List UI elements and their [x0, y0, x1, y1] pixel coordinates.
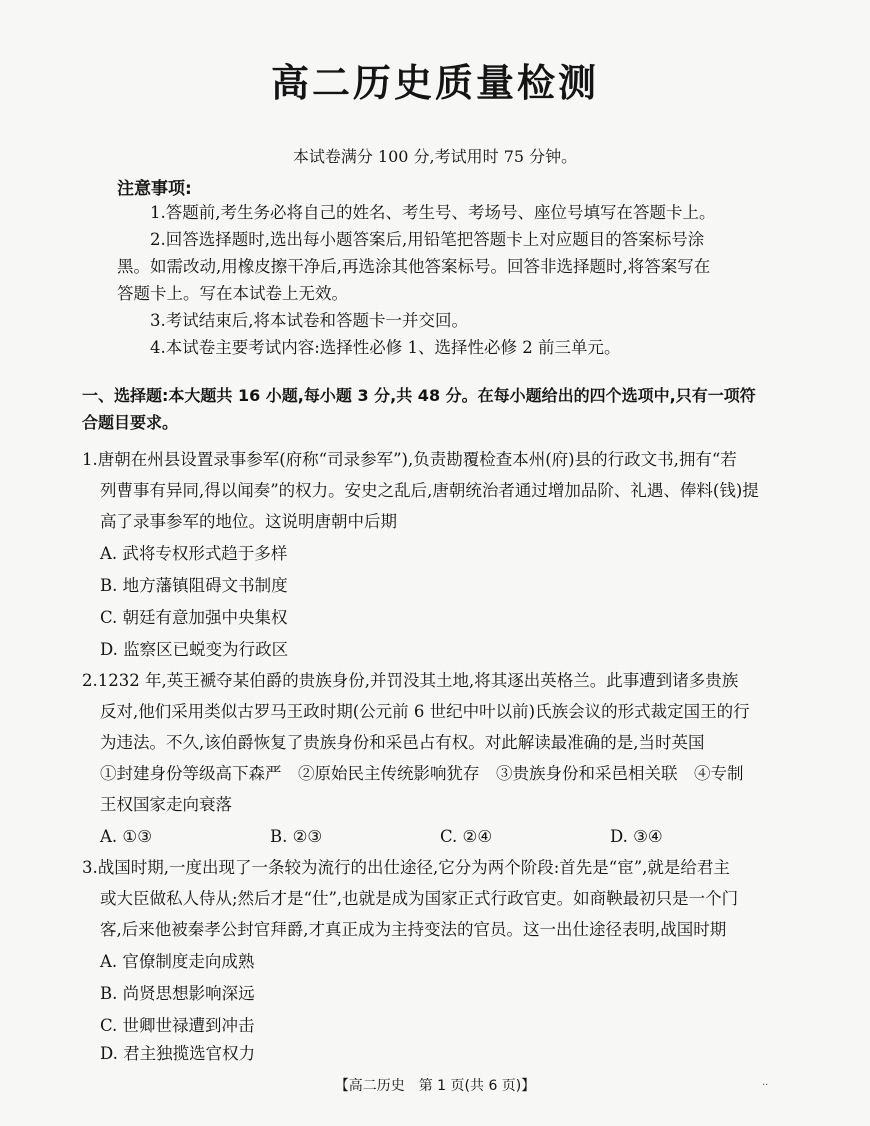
question-3-option-b: B. 尚贤思想影响深远	[100, 984, 255, 1003]
question-2-stem: 2.1232 年,英王褫夺某伯爵的贵族身份,并罚没其土地,将其逐出英格兰。此事遭到诸多贵族	[82, 671, 739, 690]
notice-line: 1.答题前,考生务必将自己的姓名、考生号、考场号、座位号填写在答题卡上。	[150, 203, 716, 222]
question-2-option-a: A. ①③	[100, 827, 152, 846]
notice-line: 黑。如需改动,用橡皮擦干净后,再选涂其他答案标号。回答非选择题时,将答案写在	[117, 257, 711, 276]
page-footer: 【高二历史 第 1 页(共 6 页)】	[334, 1078, 536, 1094]
question-1-option-c: C. 朝廷有意加强中央集权	[100, 608, 288, 627]
question-1-option-a: A. 武将专权形式趋于多样	[100, 544, 288, 563]
question-2-stem: 为违法。不久,该伯爵恢复了贵族身份和采邑占有权。对此解读最准确的是,当时英国	[100, 733, 705, 752]
question-3-stem: 或大臣做私人侍从;然后才是“仕”,也就是成为国家正式行政官吏。如商鞅最初只是一个门	[100, 889, 739, 908]
question-1-stem: 高了录事参军的地位。这说明唐朝中后期	[100, 512, 397, 531]
footer-mark: ··	[762, 1080, 769, 1091]
question-2-statements: ①封建身份等级高下森严 ②原始民主传统影响犹存 ③贵族身份和采邑相关联 ④专制	[100, 764, 744, 783]
question-2-option-d: D. ③④	[610, 827, 663, 846]
question-3-option-a: A. 官僚制度走向成熟	[100, 952, 255, 971]
section-heading: 一、选择题:本大题共 16 小题,每小题 3 分,共 48 分。在每小题给出的四个选项中,只有一项符	[82, 386, 756, 405]
question-1-option-d: D. 监察区已蜕变为行政区	[100, 640, 289, 659]
notice-line: 2.回答选择题时,选出每小题答案后,用铅笔把答题卡上对应题目的答案标号涂	[150, 230, 705, 249]
question-1-stem: 1.唐朝在州县设置录事参军(府称“司录参军”),负责勘覆检查本州(府)县的行政文书,拥有“若	[82, 450, 737, 469]
question-3-stem: 客,后来他被秦孝公封官拜爵,才真正成为主持变法的官员。这一出仕途径表明,战国时期	[100, 920, 727, 939]
exam-intro: 本试卷满分 100 分,考试用时 75 分钟。	[292, 147, 578, 166]
section-heading: 合题目要求。	[82, 413, 179, 432]
notice-title: 注意事项:	[117, 179, 192, 199]
question-2-option-c: C. ②④	[440, 827, 493, 846]
question-2-statements: 王权国家走向衰落	[100, 795, 232, 814]
notice-line: 答题卡上。写在本试卷上无效。	[117, 284, 348, 303]
question-3-option-c: C. 世卿世禄遭到冲击	[100, 1016, 255, 1035]
question-2-option-b: B. ②③	[270, 827, 323, 846]
notice-line: 4.本试卷主要考试内容:选择性必修 1、选择性必修 2 前三单元。	[150, 338, 621, 357]
question-3-stem: 3.战国时期,一度出现了一条较为流行的出仕途径,它分为两个阶段:首先是“宦”,就是给君主	[82, 858, 730, 877]
page-title: 高二历史质量检测	[270, 61, 599, 105]
notice-line: 3.考试结束后,将本试卷和答题卡一并交回。	[150, 311, 468, 330]
question-3-option-d: D. 君主独揽选官权力	[100, 1044, 256, 1063]
question-1-stem: 列曹事有异同,得以闻奏”的权力。安史之乱后,唐朝统治者通过增加品阶、礼遇、俸料(钱)提	[100, 481, 759, 500]
question-1-option-b: B. 地方藩镇阻碍文书制度	[100, 576, 288, 595]
question-2-stem: 反对,他们采用类似古罗马王政时期(公元前 6 世纪中叶以前)氏族会议的形式裁定国王的行	[100, 702, 750, 721]
